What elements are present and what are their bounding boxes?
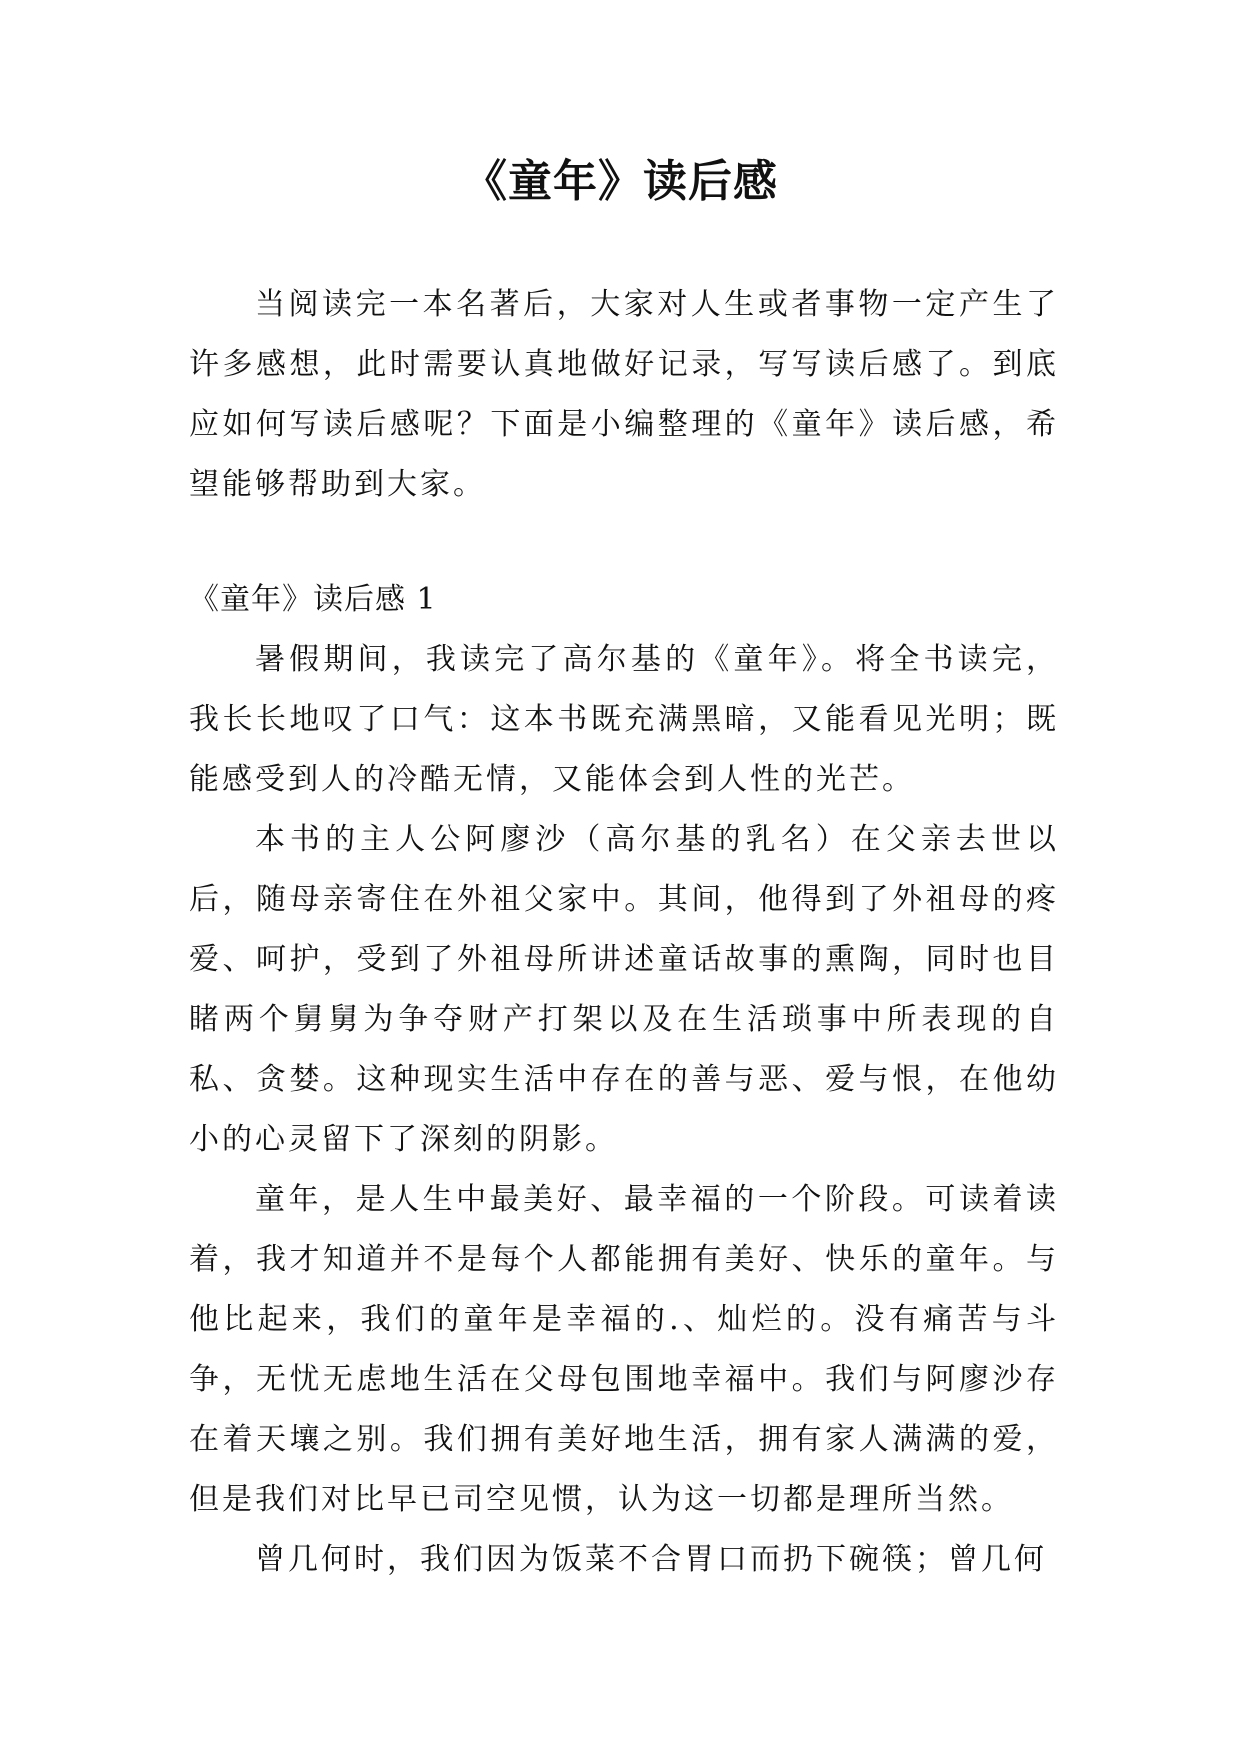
- body-paragraph-4: 曾几何时，我们因为饭菜不合胃口而扔下碗筷；曾几何: [255, 1542, 1047, 1577]
- section-heading: 《童年》读后感 1: [189, 582, 437, 617]
- body-paragraph-1: 暑假期间，我读完了高尔基的《童年》。将全书读完，我长长地叹了口气：这本书既充满黑暗，又能看见光明；既能感受到人的冷酷无情，又能体会到人性的光芒。: [189, 642, 1059, 797]
- document-title: 《童年》读后感: [463, 156, 778, 207]
- intro-paragraph: 当阅读完一本名著后，大家对人生或者事物一定产生了许多感想，此时需要认真地做好记录，写写读后感了。到底应如何写读后感呢？下面是小编整理的《童年》读后感，希望能够帮助到大家。: [189, 287, 1059, 502]
- intro-block: [189, 275, 1059, 515]
- section-1: [189, 570, 1059, 1590]
- body-paragraph-2: 本书的主人公阿廖沙（高尔基的乳名）在父亲去世以后，随母亲寄住在外祖父家中。其间，他得到了外祖母的疼爱、呵护，受到了外祖母所讲述童话故事的熏陶，同时也目睹两个舅舅为争夺财产打架以及在生活琐事中所表现的自私、贪婪。这种现实生活中存在的善与恶、爱与恨，在他幼小的心灵留下了深刻的阴影。: [189, 822, 1059, 1157]
- body-paragraph-3: 童年，是人生中最美好、最幸福的一个阶段。可读着读着，我才知道并不是每个人都能拥有美好、快乐的童年。与他比起来，我们的童年是幸福的.、灿烂的。没有痛苦与斗争，无忧无虑地生活在父母包围地幸福中。我们与阿廖沙存在着天壤之别。我们拥有美好地生活，拥有家人满满的爱，但是我们对比早已司空见惯，认为这一切都是理所当然。: [189, 1182, 1059, 1517]
